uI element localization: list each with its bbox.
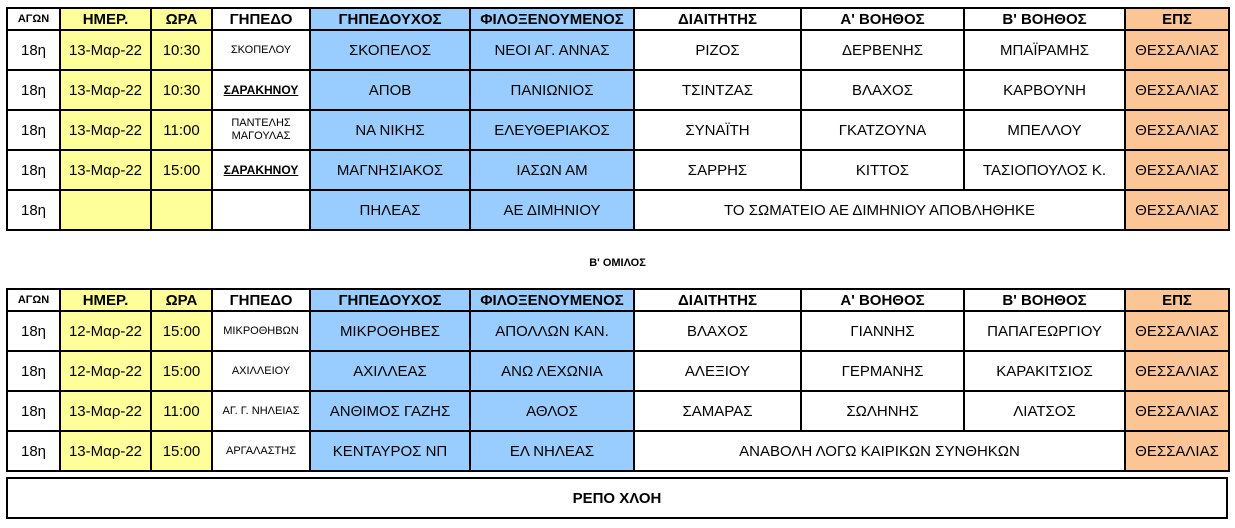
home-cell: ΑΧΙΛΛΕΑΣ	[310, 351, 470, 391]
referee-cell: ΣΑΡΡΗΣ	[634, 150, 801, 190]
home-cell: ΚΕΝΤΑΥΡΟΣ ΝΠ	[310, 431, 470, 471]
home-cell: ΜΑΓΝΗΣΙΑΚΟΣ	[310, 150, 470, 190]
venue-cell: ΜΙΚΡΟΘΗΒΩΝ	[212, 311, 310, 351]
header-home: ΓΗΠΕΔΟΥΧΟΣ	[310, 8, 470, 30]
header-referee: ΔΙΑΙΤΗΤΗΣ	[634, 8, 801, 30]
referee-cell: ΣΥΝΑΪΤΗ	[634, 110, 801, 150]
date-cell: 13-Μαρ-22	[60, 110, 151, 150]
home-cell: ΑΝΘΙΜΟΣ ΓΑΖΗΣ	[310, 391, 470, 431]
time-cell: 15:00	[151, 351, 212, 391]
eps-cell: ΘΕΣΣΑΛΙΑΣ	[1125, 150, 1229, 190]
header-away: ΦΙΛΟΞΕΝΟΥΜΕΝΟΣ	[470, 8, 634, 30]
assistant1-cell: ΣΩΛΗΝΗΣ	[801, 391, 964, 431]
table-row	[7, 70, 1229, 110]
away-cell: ΝΕΟΙ ΑΓ. ΑΝΝΑΣ	[470, 30, 634, 70]
home-cell: ΠΗΛΕΑΣ	[310, 190, 470, 230]
header-round: ΑΓΩΝ	[7, 8, 60, 30]
round-cell: 18η	[7, 110, 60, 150]
away-cell: ΕΛ ΝΗΛΕΑΣ	[470, 431, 634, 471]
assistant1-cell: ΔΕΡΒΕΝΗΣ	[801, 30, 964, 70]
eps-cell: ΘΕΣΣΑΛΙΑΣ	[1125, 70, 1229, 110]
assistant1-cell: ΒΛΑΧΟΣ	[801, 70, 964, 110]
header-date: ΗΜΕΡ.	[60, 289, 151, 311]
referee-cell: ΣΑΜΑΡΑΣ	[634, 391, 801, 431]
venue-cell: ΑΧΙΛΛΕΙΟΥ	[212, 351, 310, 391]
header-eps: ΕΠΣ	[1125, 8, 1229, 30]
assistant1-cell: ΓΕΡΜΑΝΗΣ	[801, 351, 964, 391]
venue-text: ΣΑΡΑΚΗΝΟΥ	[223, 83, 299, 97]
group-b-table	[6, 288, 1230, 472]
eps-cell: ΘΕΣΣΑΛΙΑΣ	[1125, 311, 1229, 351]
header-home: ΓΗΠΕΔΟΥΧΟΣ	[310, 289, 470, 311]
time-cell: 11:00	[151, 110, 212, 150]
away-cell: ΕΛΕΥΘΕΡΙΑΚΟΣ	[470, 110, 634, 150]
venue-cell: ΑΡΓΑΛΑΣΤΗΣ	[212, 431, 310, 471]
venue-cell	[212, 150, 310, 190]
header-eps: ΕΠΣ	[1125, 289, 1229, 311]
table-row	[7, 311, 1229, 351]
assistant2-cell: ΛΙΑΤΣΟΣ	[964, 391, 1125, 431]
note-cell: ΑΝΑΒΟΛΗ ΛΟΓΩ ΚΑΙΡΙΚΩΝ ΣΥΝΘΗΚΩΝ	[634, 431, 1125, 471]
away-cell: ΑΠΟΛΛΩΝ ΚΑΝ.	[470, 311, 634, 351]
eps-cell: ΘΕΣΣΑΛΙΑΣ	[1125, 190, 1229, 230]
round-cell: 18η	[7, 311, 60, 351]
venue-cell: ΑΓ. Γ. ΝΗΛΕΙΑΣ	[212, 391, 310, 431]
assistant2-cell: ΜΠΑΪΡΑΜΗΣ	[964, 30, 1125, 70]
away-cell: ΑΘΛΟΣ	[470, 391, 634, 431]
away-cell: ΑΝΩ ΛΕΧΩΝΙΑ	[470, 351, 634, 391]
date-cell	[60, 190, 151, 230]
header-referee: ΔΙΑΙΤΗΤΗΣ	[634, 289, 801, 311]
group-a-table	[6, 7, 1230, 231]
header-assistant2: Β' ΒΟΗΘΟΣ	[964, 289, 1125, 311]
eps-cell: ΘΕΣΣΑΛΙΑΣ	[1125, 391, 1229, 431]
time-cell	[151, 190, 212, 230]
away-cell: ΠΑΝΙΩΝΙΟΣ	[470, 70, 634, 110]
group-b-title: Β' ΟΜΙΛΟΣ	[589, 257, 646, 269]
eps-cell: ΘΕΣΣΑΛΙΑΣ	[1125, 110, 1229, 150]
home-cell: ΑΠΟΒ	[310, 70, 470, 110]
date-cell: 13-Μαρ-22	[60, 391, 151, 431]
header-assistant1: Α' ΒΟΗΘΟΣ	[801, 289, 964, 311]
table-row	[7, 391, 1229, 431]
referee-cell: ΒΛΑΧΟΣ	[634, 311, 801, 351]
assistant1-cell: ΓΚΑΤΖΟΥΝΑ	[801, 110, 964, 150]
table-row	[7, 351, 1229, 391]
date-cell: 13-Μαρ-22	[60, 70, 151, 110]
round-cell: 18η	[7, 150, 60, 190]
header-row	[7, 8, 1229, 30]
table-row	[7, 30, 1229, 70]
date-cell: 12-Μαρ-22	[60, 311, 151, 351]
referee-cell: ΤΣΙΝΤΖΑΣ	[634, 70, 801, 110]
home-cell: ΣΚΟΠΕΛΟΣ	[310, 30, 470, 70]
table-row	[7, 150, 1229, 190]
home-cell: ΜΙΚΡΟΘΗΒΕΣ	[310, 311, 470, 351]
date-cell: 13-Μαρ-22	[60, 431, 151, 471]
assistant2-cell: ΚΑΡΒΟΥΝΗ	[964, 70, 1125, 110]
header-round: ΑΓΩΝ	[7, 289, 60, 311]
assistant1-cell: ΚΙΤΤΟΣ	[801, 150, 964, 190]
time-cell: 11:00	[151, 391, 212, 431]
eps-cell: ΘΕΣΣΑΛΙΑΣ	[1125, 351, 1229, 391]
assistant2-cell: ΜΠΕΛΛΟΥ	[964, 110, 1125, 150]
eps-cell: ΘΕΣΣΑΛΙΑΣ	[1125, 431, 1229, 471]
table-row	[7, 110, 1229, 150]
header-assistant2: Β' ΒΟΗΘΟΣ	[964, 8, 1125, 30]
venue-cell	[212, 70, 310, 110]
round-cell: 18η	[7, 30, 60, 70]
round-cell: 18η	[7, 190, 60, 230]
header-venue: ΓΗΠΕΔΟ	[212, 8, 310, 30]
away-cell: ΙΑΣΩΝ ΑΜ	[470, 150, 634, 190]
time-cell: 15:00	[151, 311, 212, 351]
time-cell: 15:00	[151, 150, 212, 190]
table-row	[7, 431, 1229, 471]
venue-text: ΣΑΡΑΚΗΝΟΥ	[223, 163, 299, 177]
round-cell: 18η	[7, 70, 60, 110]
referee-cell: ΑΛΕΞΙΟΥ	[634, 351, 801, 391]
away-cell: ΑΕ ΔΙΜΗΝΙΟΥ	[470, 190, 634, 230]
assistant1-cell: ΓΙΑΝΝΗΣ	[801, 311, 964, 351]
assistant2-cell: ΤΑΣΙΟΠΟΥΛΟΣ Κ.	[964, 150, 1125, 190]
eps-cell: ΘΕΣΣΑΛΙΑΣ	[1125, 30, 1229, 70]
venue-cell	[212, 190, 310, 230]
date-cell: 13-Μαρ-22	[60, 30, 151, 70]
round-cell: 18η	[7, 431, 60, 471]
header-venue: ΓΗΠΕΔΟ	[212, 289, 310, 311]
header-away: ΦΙΛΟΞΕΝΟΥΜΕΝΟΣ	[470, 289, 634, 311]
note-cell: ΤΟ ΣΩΜΑΤΕΙΟ ΑΕ ΔΙΜΗΝΙΟΥ ΑΠΟΒΛΗΘΗΚΕ	[634, 190, 1125, 230]
assistant2-cell: ΠΑΠΑΓΕΩΡΓΙΟΥ	[964, 311, 1125, 351]
time-cell: 10:30	[151, 70, 212, 110]
repo-note: ΡΕΠΟ ΧΛΟΗ	[6, 477, 1228, 519]
header-time: ΩΡΑ	[151, 289, 212, 311]
header-row	[7, 289, 1229, 311]
time-cell: 15:00	[151, 431, 212, 471]
referee-cell: ΡΙΖΟΣ	[634, 30, 801, 70]
venue-cell: ΠΑΝΤΕΛΗΣ ΜΑΓΟΥΛΑΣ	[212, 110, 310, 150]
date-cell: 12-Μαρ-22	[60, 351, 151, 391]
header-time: ΩΡΑ	[151, 8, 212, 30]
date-cell: 13-Μαρ-22	[60, 150, 151, 190]
home-cell: ΝΑ ΝΙΚΗΣ	[310, 110, 470, 150]
header-assistant1: Α' ΒΟΗΘΟΣ	[801, 8, 964, 30]
round-cell: 18η	[7, 351, 60, 391]
header-date: ΗΜΕΡ.	[60, 8, 151, 30]
round-cell: 18η	[7, 391, 60, 431]
table-row	[7, 190, 1229, 230]
venue-cell: ΣΚΟΠΕΛΟΥ	[212, 30, 310, 70]
time-cell: 10:30	[151, 30, 212, 70]
assistant2-cell: ΚΑΡΑΚΙΤΣΙΟΣ	[964, 351, 1125, 391]
